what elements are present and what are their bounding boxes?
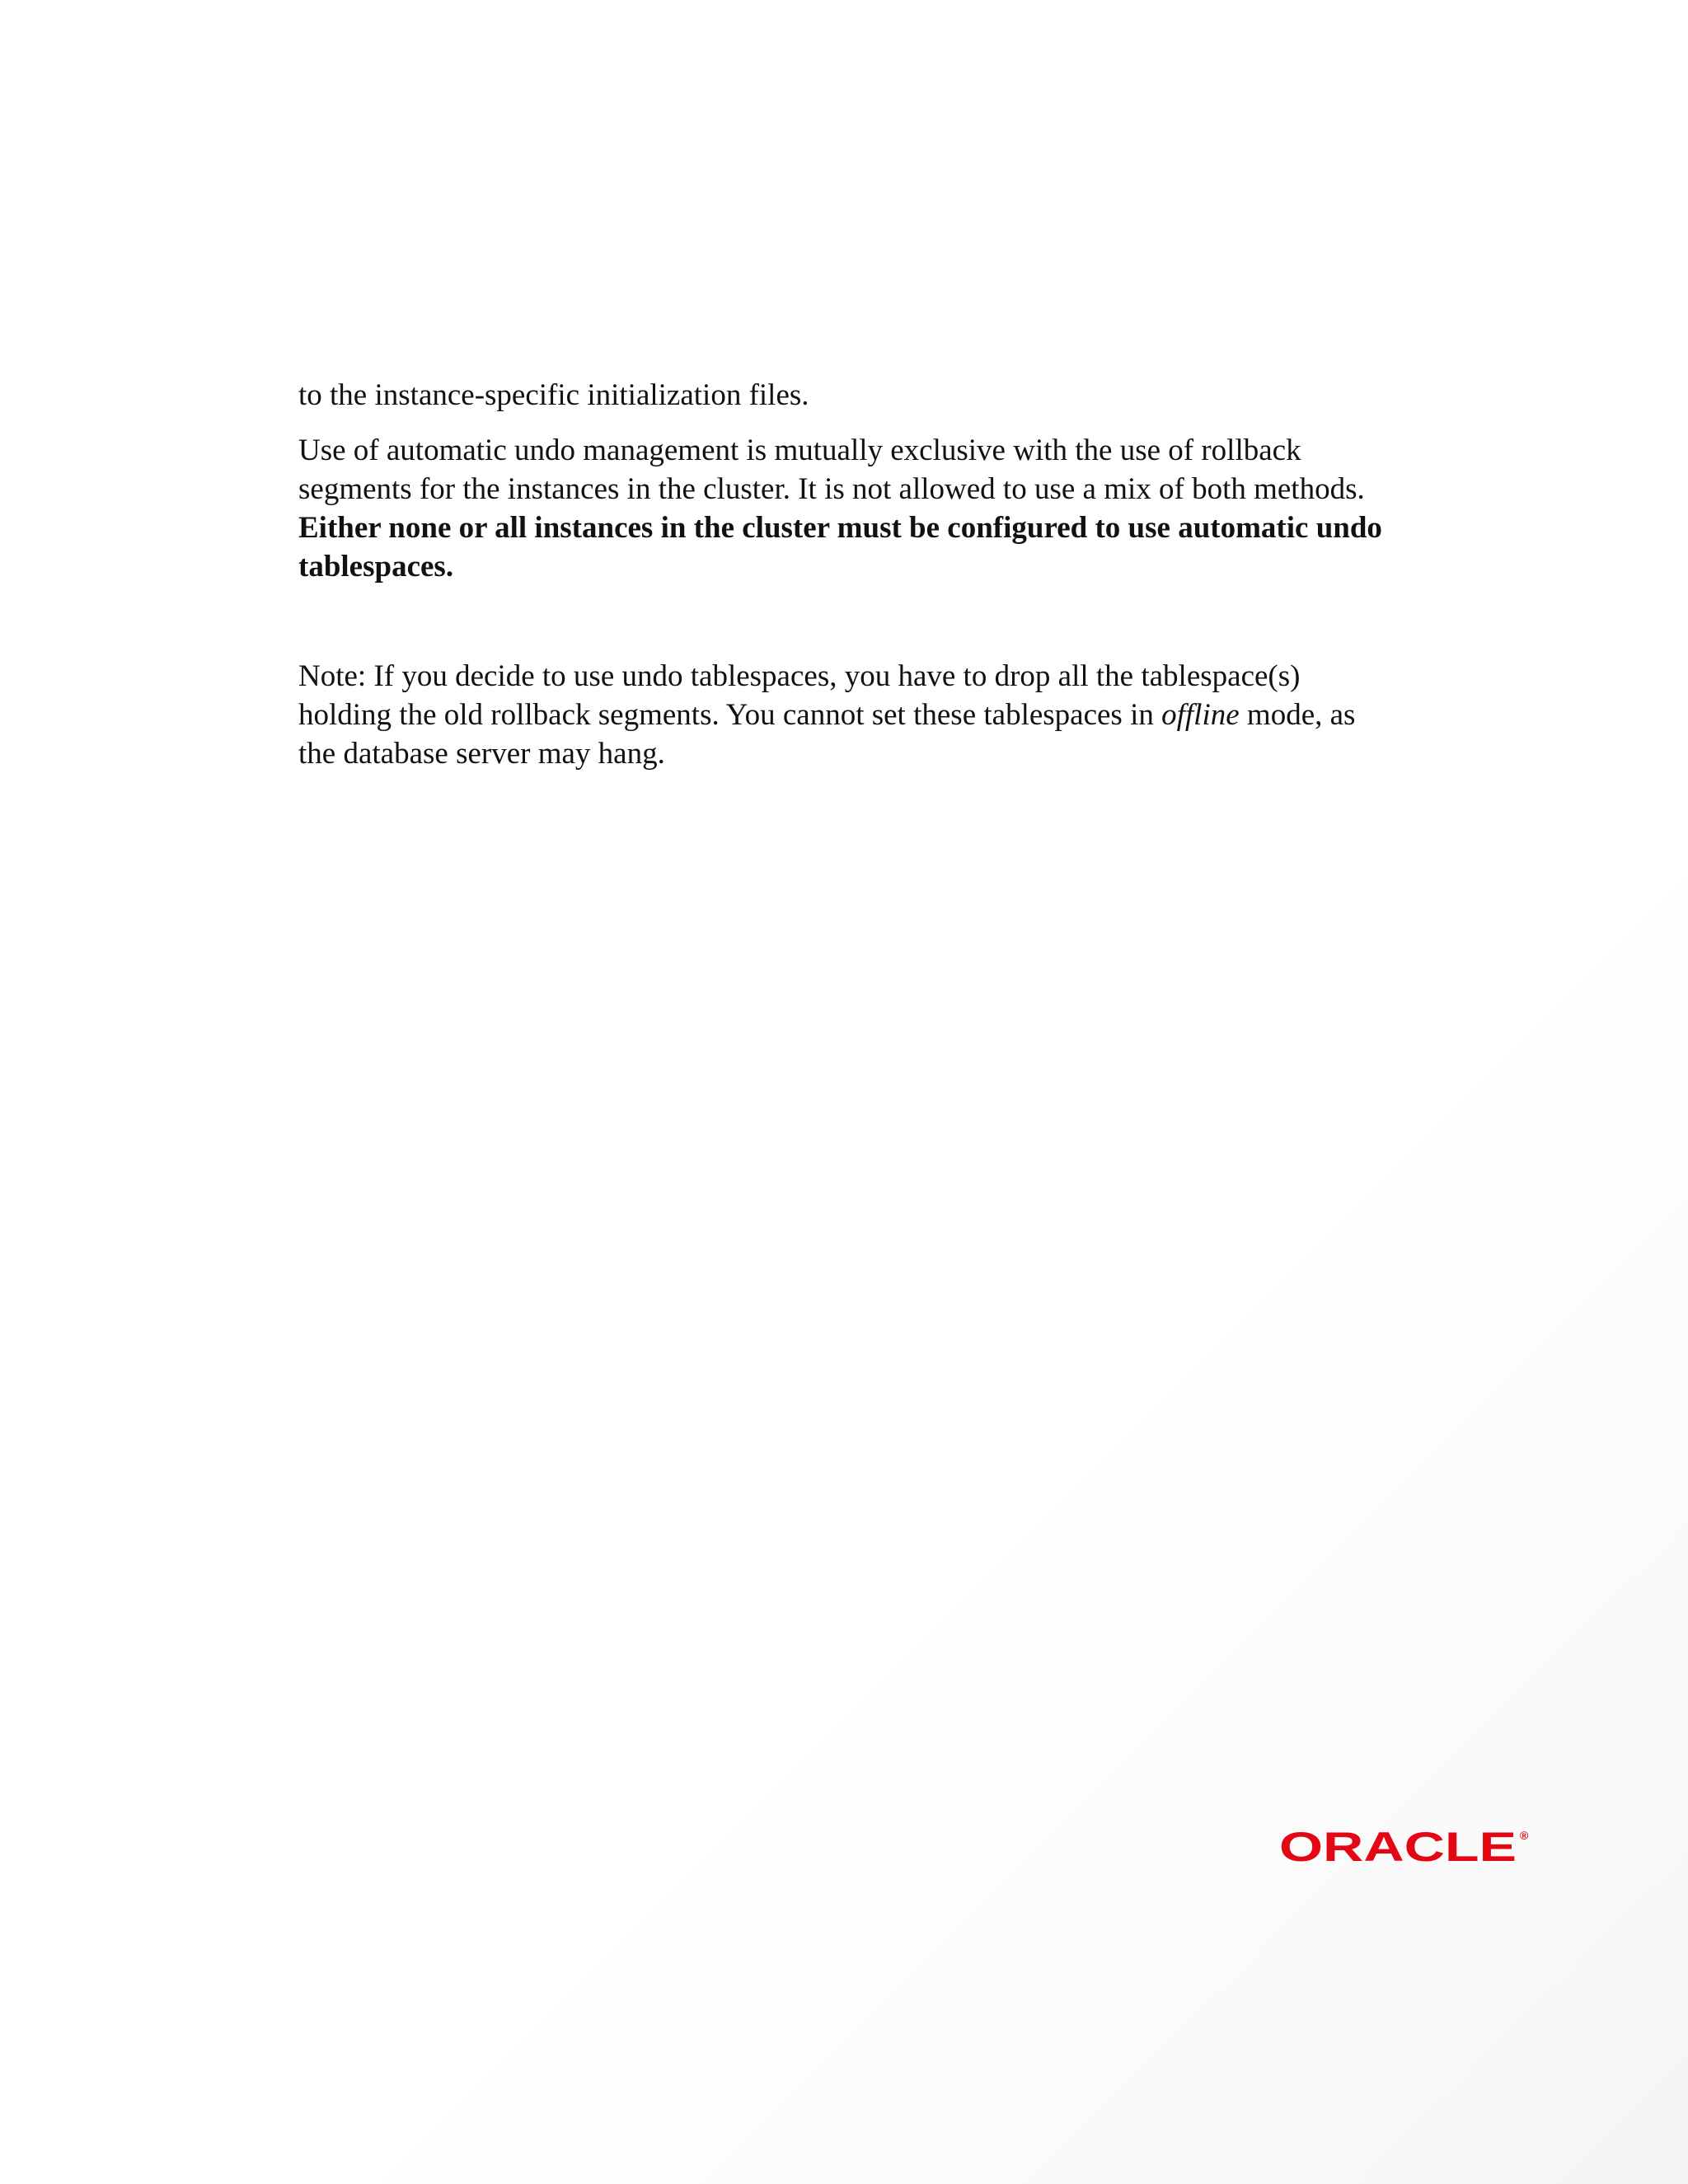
oracle-logo-text: ORACLE [1279,1826,1517,1866]
oracle-logo-graphic [1279,1826,1532,1866]
document-body [298,376,1399,773]
note-text-before: Note: If you decide to use undo tablespaces, you have to drop all the tablespace(s) holding the old rollback segments. You cannot set these tablespaces in [298,659,1301,732]
oracle-logo [1279,1826,1532,1866]
paragraph-continuation: to the instance-specific initialization files. [298,378,809,412]
registered-mark-icon: ® [1520,1829,1529,1842]
paragraph-undo-management [298,431,1399,586]
paragraph-undo-bold-text: Either none or all instances in the cluster must be configured to use automatic undo tablespaces. [298,511,1382,583]
note-italic-text: offline [1161,698,1240,732]
paragraph-note [298,657,1399,773]
note-text-after: mode, as the database server may hang. [298,698,1356,771]
paragraph-undo-text: Use of automatic undo management is mutually exclusive with the use of rollback segments for the instances in the cluster. It is not allowed to use a mix of both methods. [298,434,1365,506]
